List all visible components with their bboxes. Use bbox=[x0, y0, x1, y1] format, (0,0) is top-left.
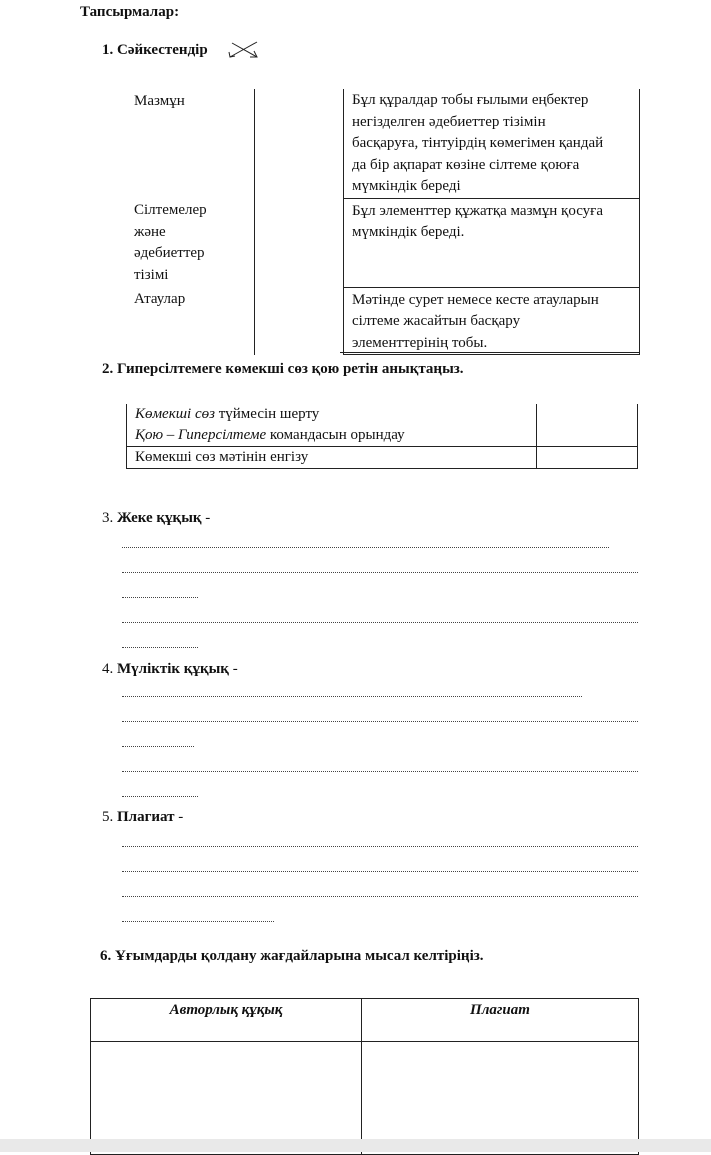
order-input-cell[interactable] bbox=[537, 425, 638, 447]
table-header-row bbox=[91, 999, 639, 1042]
answer-line[interactable] bbox=[122, 771, 638, 772]
table-border bbox=[340, 352, 640, 353]
answer-line[interactable] bbox=[122, 572, 638, 573]
page-title: Тапсырмалар: bbox=[80, 4, 180, 20]
task6-title: 6. Ұғымдарды қолдану жағдайларына мысал келтіріңіз. bbox=[100, 948, 484, 964]
answer-line[interactable] bbox=[122, 746, 194, 747]
answer-line[interactable] bbox=[122, 796, 198, 797]
description-cell: Бұл элементтер құжатқа мазмұн қосуға мүмкіндік береді. bbox=[344, 198, 640, 287]
answer-line[interactable] bbox=[122, 647, 198, 648]
order-input-cell[interactable] bbox=[537, 404, 638, 425]
answer-line[interactable] bbox=[122, 871, 638, 872]
answer-line[interactable] bbox=[122, 846, 638, 847]
page-footer-bar bbox=[0, 1139, 711, 1152]
task1-title: 1. Сәйкестендір bbox=[102, 42, 208, 58]
answer-line[interactable] bbox=[122, 896, 638, 897]
answer-cell[interactable] bbox=[362, 1042, 639, 1155]
term-cell: Сілтемелер және әдебиеттер тізімі bbox=[134, 202, 207, 283]
description-cell: Мәтінде сурет немесе кесте атауларын сілтеме жасайтын басқару элементтерінің тобы. bbox=[344, 287, 640, 355]
answer-line[interactable] bbox=[122, 622, 638, 623]
table-row bbox=[126, 89, 640, 198]
step-cell: Көмекші сөз мәтінін енгізу bbox=[127, 447, 537, 469]
answer-line[interactable] bbox=[122, 547, 609, 548]
blank-cell[interactable] bbox=[255, 287, 344, 355]
step-cell: Қою – Гиперсілтеме командасын орындау bbox=[127, 425, 537, 447]
term-cell: Мазмұн bbox=[134, 93, 185, 109]
order-table bbox=[126, 404, 638, 469]
table-row bbox=[127, 447, 638, 469]
term-cell: Атаулар bbox=[134, 291, 186, 307]
step-cell: Көмекші сөз түймесін шерту bbox=[127, 404, 537, 425]
task2-title: 2. Гиперсілтемеге көмекші сөз қою ретін анықтаңыз. bbox=[102, 361, 464, 377]
answer-line[interactable] bbox=[122, 696, 582, 697]
examples-table bbox=[90, 998, 639, 1155]
task4-title: 4. Мүліктік құқық - bbox=[102, 661, 238, 677]
crossed-arrows-icon bbox=[228, 40, 260, 60]
answer-line[interactable] bbox=[122, 921, 274, 922]
task3-title: 3. Жеке құқық - bbox=[102, 510, 211, 526]
table-row bbox=[127, 404, 638, 425]
column-header-plagiarism: Плагиат bbox=[362, 999, 639, 1042]
answer-line[interactable] bbox=[122, 597, 198, 598]
table-row bbox=[91, 1042, 639, 1155]
table-row bbox=[126, 198, 640, 287]
order-input-cell[interactable] bbox=[537, 447, 638, 469]
matching-table bbox=[126, 89, 640, 355]
blank-cell[interactable] bbox=[255, 89, 344, 198]
answer-line[interactable] bbox=[122, 721, 638, 722]
blank-cell[interactable] bbox=[255, 198, 344, 287]
table-row bbox=[126, 287, 640, 355]
answer-cell[interactable] bbox=[91, 1042, 362, 1155]
table-row bbox=[127, 425, 638, 447]
description-cell: Бұл құралдар тобы ғылыми еңбектер негізделген әдебиеттер тізімін басқаруға, тінтуірдің көмегімен қандай да бір ақпарат көзіне сілтеме қоюға мүмкіндік береді bbox=[344, 89, 640, 198]
column-header-copyright: Авторлық құқық bbox=[91, 999, 362, 1042]
task5-title: 5. Плагиат - bbox=[102, 809, 184, 825]
